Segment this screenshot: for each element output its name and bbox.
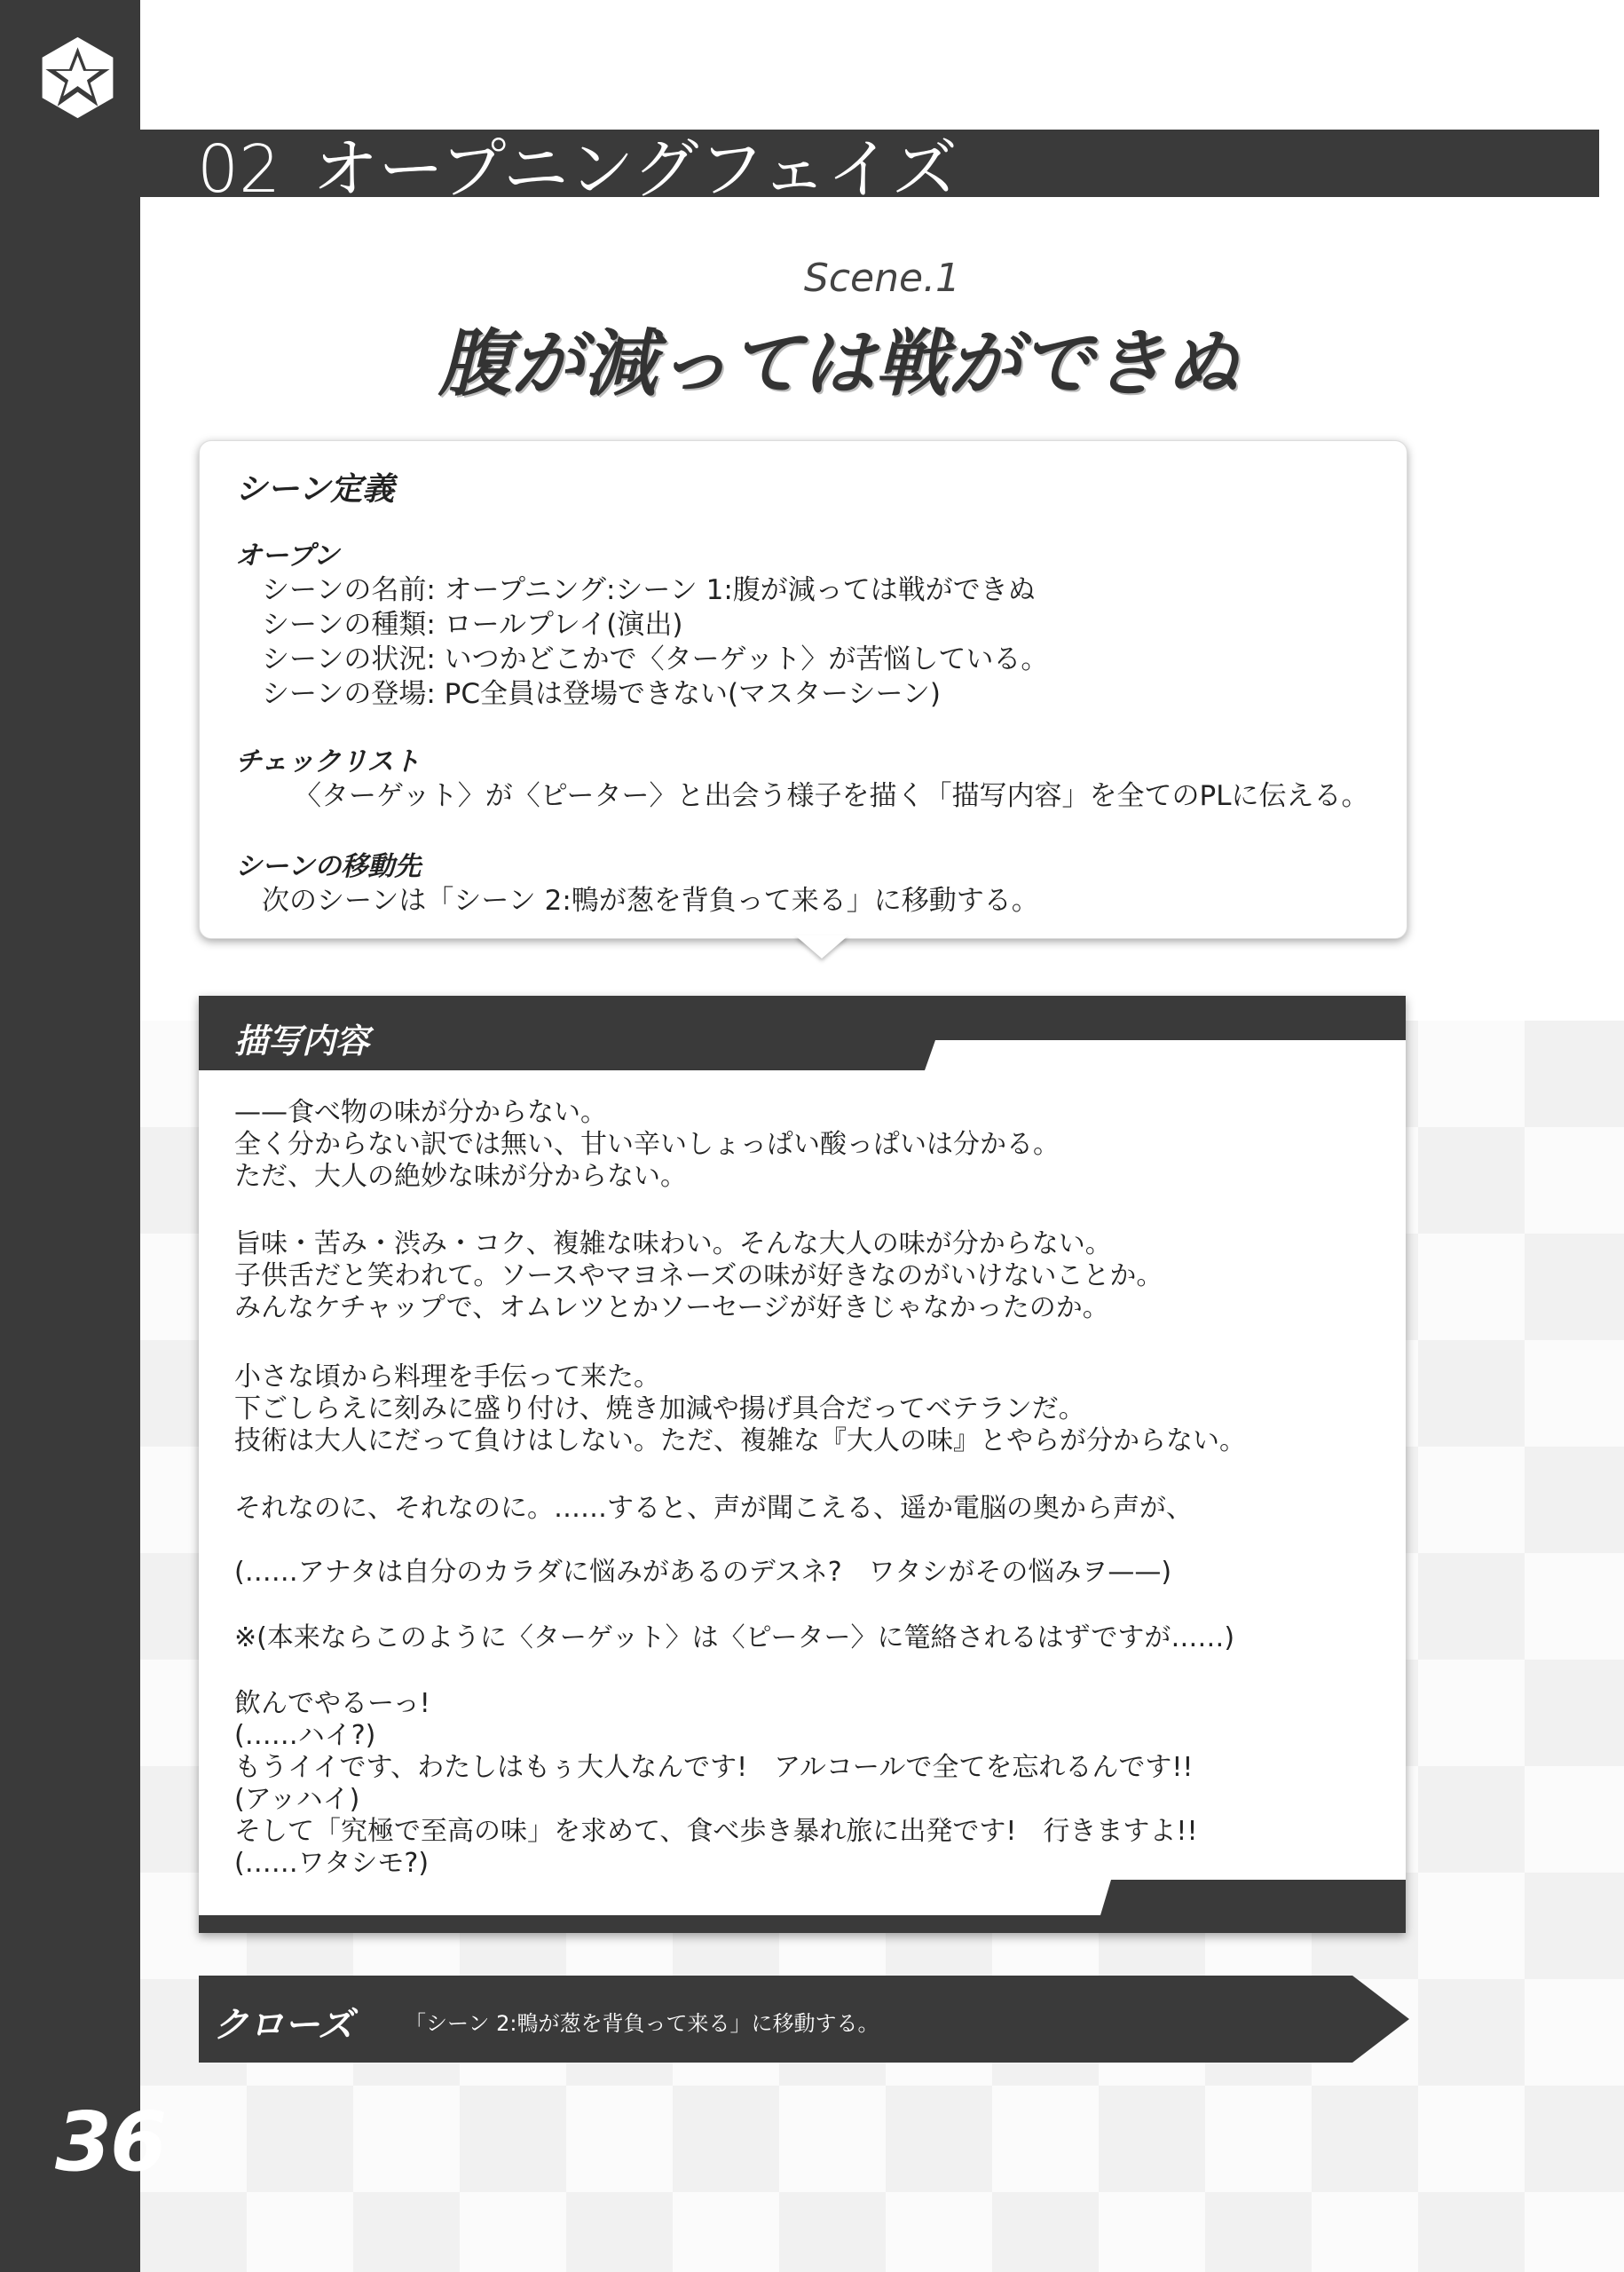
description-line: 小さな頃から料理を手伝って来た。 — [234, 1361, 660, 1392]
description-line: もうイイです、わたしはもぅ大人なんです! アルコールで全てを忘れるんです!! — [234, 1752, 1194, 1783]
star-icon — [35, 36, 120, 120]
description-header-bar — [199, 996, 1406, 1070]
description-line: そして「究極で至高の味」を求めて、食べ歩き暴れ旅に出発です! 行きますよ!! — [234, 1816, 1198, 1847]
checklist-heading: チェックリスト — [235, 746, 421, 777]
definition-pointer — [795, 935, 848, 958]
description-line: (……ハイ?) — [234, 1720, 376, 1751]
destination-heading: シーンの移動先 — [235, 851, 422, 882]
open-line-appearance: シーンの登場: PC全員は登場できない(マスターシーン) — [262, 678, 941, 710]
definition-heading: シーン定義 — [235, 471, 395, 508]
description-line: 技術は大人にだって負けはしない。ただ、複雑な『大人の味』とやらが分からない。 — [234, 1425, 1246, 1456]
scene-definition-box — [199, 440, 1407, 939]
description-line: みんなケチャップで、オムレツとかソーセージが好きじゃなかったのか。 — [234, 1292, 1109, 1323]
description-line: ただ、大人の絶妙な味が分からない。 — [234, 1161, 687, 1192]
scene-label: Scene.1 — [803, 256, 961, 301]
description-box — [199, 996, 1406, 1933]
description-line: (アッハイ) — [234, 1784, 360, 1815]
scene-title: 腹が減っては戦ができぬ — [438, 322, 1239, 406]
open-line-name: シーンの名前: オープニング:シーン 1:腹が減っては戦ができぬ — [262, 574, 1036, 606]
close-text: 「シーン 2:鴨が葱を背負って来る」に移動する。 — [405, 2011, 879, 2036]
destination-line: 次のシーンは「シーン 2:鴨が葱を背負って来る」に移動する。 — [262, 885, 1039, 917]
close-label: クローズ — [213, 2005, 353, 2046]
chapter-name: オープニングフェイズ — [312, 131, 958, 208]
description-line: 下ごしらえに刻みに盛り付け、焼き加減や揚げ具合だってベテランだ。 — [234, 1393, 1085, 1424]
open-line-situation: シーンの状況: いつかどこかで〈ターゲット〉が苦悩している。 — [262, 643, 1049, 675]
description-line: 子供舌だと笑われて。ソースやマヨネーズの味が好きなのがいけないことか。 — [234, 1260, 1163, 1291]
description-heading: 描写内容 — [234, 1022, 370, 1061]
description-line: それなのに、それなのに。……すると、声が聞こえる、遥か電脳の奥から声が、 — [234, 1493, 1193, 1524]
chapter-title — [197, 117, 958, 211]
description-line: 全く分からない訳では無い、甘い辛いしょっぱい酸っぱいは分かる。 — [234, 1129, 1060, 1160]
page-number: 36 — [55, 2094, 166, 2189]
open-line-type: シーンの種類: ロールプレイ(演出) — [262, 609, 683, 641]
checklist-line: 〈ターゲット〉が〈ピーター〉と出会う様子を描く「描写内容」を全てのPLに伝える。 — [294, 780, 1369, 812]
description-line: ※(本来ならこのように〈ターゲット〉は〈ピーター〉に篭絡されるはずですが……) — [234, 1622, 1235, 1653]
description-line: 飲んでやるーっ! — [234, 1688, 430, 1719]
open-heading: オープン — [235, 540, 340, 572]
description-line: ——食べ物の味が分からない。 — [234, 1097, 607, 1128]
description-line: (……アナタは自分のカラダに悩みがあるのデスネ? ワタシがその悩みヲ——) — [234, 1557, 1172, 1588]
description-line: (……ワタシモ?) — [234, 1848, 430, 1879]
description-footer-bar — [199, 1880, 1406, 1933]
chapter-number: 02 — [197, 131, 281, 208]
description-line: 旨味・苦み・渋み・コク、複雑な味わい。そんな大人の味が分からない。 — [234, 1228, 1112, 1259]
